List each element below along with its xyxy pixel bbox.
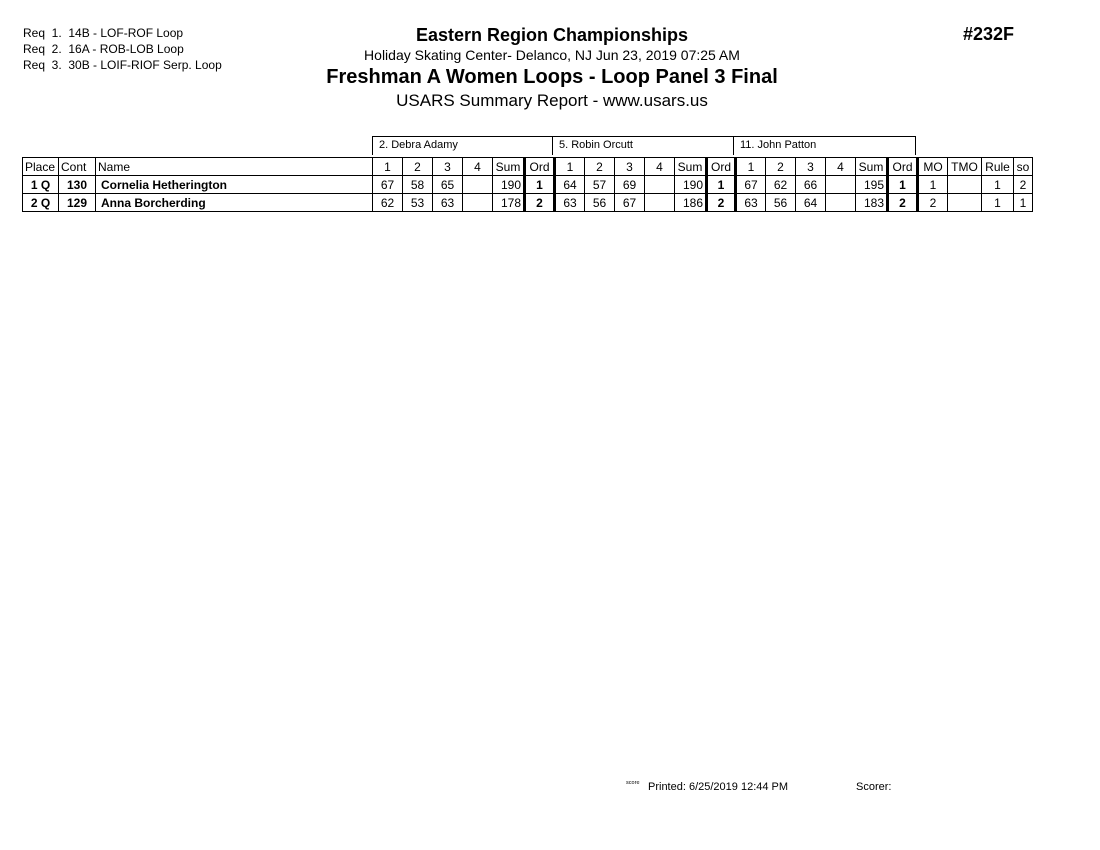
mark-cell: 64 (555, 176, 585, 194)
sum-cell: 178 (493, 194, 525, 212)
judge-header-2: 5. Robin Orcutt (553, 136, 734, 155)
j3-ord-header: Ord (888, 158, 918, 176)
results-table (22, 157, 1033, 212)
column-header-row (23, 158, 1033, 176)
venue-datetime: Holiday Skating Center- Delanco, NJ Jun 23, 2019 07:25 AM (364, 47, 740, 63)
mark-cell: 62 (766, 176, 796, 194)
mark-cell (826, 176, 856, 194)
sum-cell: 195 (856, 176, 888, 194)
event-title: Freshman A Women Loops - Loop Panel 3 Final (326, 66, 778, 88)
judge-headers (372, 136, 916, 155)
j1-sum-header: Sum (493, 158, 525, 176)
j2-mark4-header: 4 (645, 158, 675, 176)
mo-header: MO (918, 158, 948, 176)
requirements-list (23, 25, 222, 73)
tmo-cell (948, 194, 982, 212)
j2-ord-header: Ord (707, 158, 736, 176)
j1-mark4-header: 4 (463, 158, 493, 176)
footer-code: ˢᶜᵒʳᵉ (626, 779, 640, 788)
mark-cell: 62 (373, 194, 403, 212)
mo-cell: 1 (918, 176, 948, 194)
j3-mark2-header: 2 (766, 158, 796, 176)
j3-mark1-header: 1 (736, 158, 766, 176)
j1-mark3-header: 3 (433, 158, 463, 176)
mark-cell: 63 (433, 194, 463, 212)
j3-mark4-header: 4 (826, 158, 856, 176)
mark-cell: 69 (615, 176, 645, 194)
ord-cell: 1 (525, 176, 555, 194)
table-row (23, 176, 1033, 194)
judge-header-3: 11. John Patton (734, 136, 916, 155)
place-cell: 1 Q (23, 176, 59, 194)
mark-cell: 65 (433, 176, 463, 194)
name-header: Name (96, 158, 373, 176)
mark-cell: 53 (403, 194, 433, 212)
so-cell: 2 (1014, 176, 1033, 194)
cont-cell: 129 (59, 194, 96, 212)
requirement-1: Req 1. 14B - LOF-ROF Loop (23, 26, 184, 40)
so-cell: 1 (1014, 194, 1033, 212)
mark-cell: 63 (555, 194, 585, 212)
j2-mark3-header: 3 (615, 158, 645, 176)
j3-mark3-header: 3 (796, 158, 826, 176)
requirement-2: Req 2. 16A - ROB-LOB Loop (23, 42, 184, 56)
rule-cell: 1 (982, 194, 1014, 212)
mark-cell: 67 (615, 194, 645, 212)
mark-cell: 57 (585, 176, 615, 194)
skater-name-cell: Anna Borcherding (96, 194, 373, 212)
rule-cell: 1 (982, 176, 1014, 194)
tmo-cell (948, 176, 982, 194)
mark-cell: 56 (766, 194, 796, 212)
cont-header: Cont (59, 158, 96, 176)
mark-cell (826, 194, 856, 212)
table-row (23, 194, 1033, 212)
place-header: Place (23, 158, 59, 176)
mark-cell (645, 176, 675, 194)
mark-cell: 66 (796, 176, 826, 194)
ord-cell: 2 (525, 194, 555, 212)
requirement-3: Req 3. 30B - LOIF-RIOF Serp. Loop (23, 58, 222, 72)
ord-cell: 1 (707, 176, 736, 194)
place-cell: 2 Q (23, 194, 59, 212)
mo-cell: 2 (918, 194, 948, 212)
sum-cell: 186 (675, 194, 707, 212)
mark-cell: 64 (796, 194, 826, 212)
mark-cell (645, 194, 675, 212)
so-header: so (1014, 158, 1033, 176)
j2-mark1-header: 1 (555, 158, 585, 176)
judge-header-1: 2. Debra Adamy (372, 136, 553, 155)
j1-ord-header: Ord (525, 158, 555, 176)
mark-cell (463, 194, 493, 212)
printed-timestamp: Printed: 6/25/2019 12:44 PM (648, 781, 789, 793)
sum-cell: 190 (493, 176, 525, 194)
ord-cell: 2 (888, 194, 918, 212)
scorer-label: Scorer: (856, 781, 892, 793)
mark-cell: 56 (585, 194, 615, 212)
ord-cell: 2 (707, 194, 736, 212)
mark-cell: 58 (403, 176, 433, 194)
j3-sum-header: Sum (856, 158, 888, 176)
event-number: #232F (963, 24, 1015, 44)
skater-name-cell: Cornelia Hetherington (96, 176, 373, 194)
tmo-header: TMO (948, 158, 982, 176)
mark-cell (463, 176, 493, 194)
sum-cell: 183 (856, 194, 888, 212)
j1-mark1-header: 1 (373, 158, 403, 176)
mark-cell: 63 (736, 194, 766, 212)
report-subtitle: USARS Summary Report - www.usars.us (396, 91, 708, 110)
j2-mark2-header: 2 (585, 158, 615, 176)
j1-mark2-header: 2 (403, 158, 433, 176)
mark-cell: 67 (736, 176, 766, 194)
championship-title: Eastern Region Championships (415, 25, 689, 45)
mark-cell: 67 (373, 176, 403, 194)
report-header (252, 24, 852, 112)
j2-sum-header: Sum (675, 158, 707, 176)
ord-cell: 1 (888, 176, 918, 194)
rule-header: Rule (982, 158, 1014, 176)
cont-cell: 130 (59, 176, 96, 194)
sum-cell: 190 (675, 176, 707, 194)
